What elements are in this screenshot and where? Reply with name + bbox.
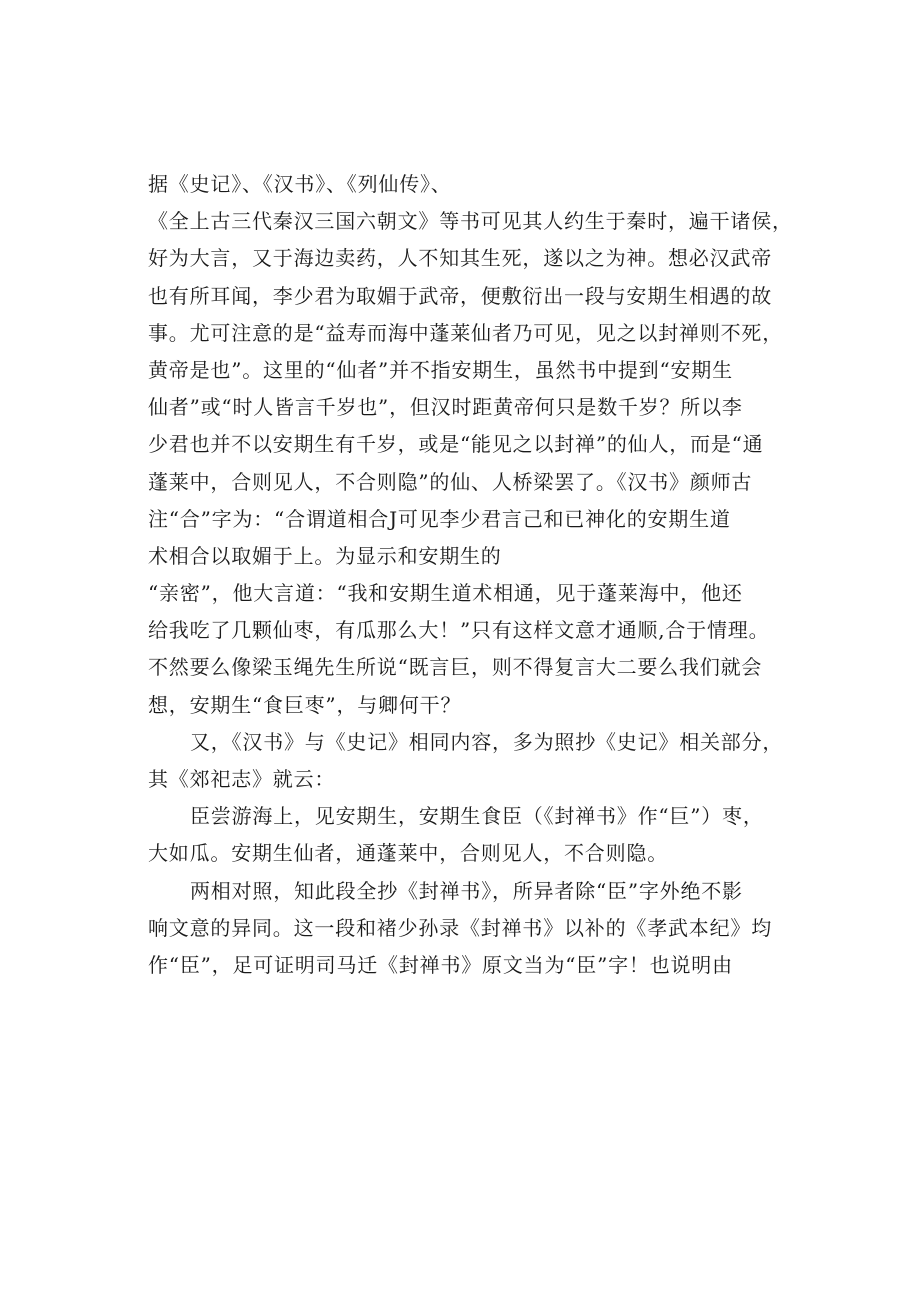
text-line: 事。尤可注意的是“益寿而海中蓬莱仙者乃可见，见之以封禅则不死， [148, 320, 784, 345]
text-line: 不然要么像梁玉绳先生所说“既言巨，则不得复言大二要么我们就会 [148, 655, 763, 680]
body-text [148, 166, 828, 984]
text-line: 仙者”或“时人皆言千岁也”，但汉时距黄帝何只是数千岁？所以李 [148, 395, 743, 420]
text-line: 又，《汉书》与《史记》相同内容，多为照抄《史记》相关部分， [190, 729, 784, 754]
text-line: 臣尝游海上，见安期生，安期生食臣（《封禅书》作“巨”）枣， [190, 804, 764, 829]
text-line: 《全上古三代秦汉三国六朝文》等书可见其人约生于秦时，遍干诸侯， [148, 209, 793, 234]
text-line: 注“合”字为：“合谓道相合J可见李少君言己和已神化的安期生道 [148, 506, 731, 531]
text-line: 其《郊祀志》就云： [148, 767, 336, 791]
text-line: 少君也并不以安期生有千岁，或是“能见之以封禅”的仙人，而是“通 [148, 432, 764, 457]
text-line: 给我吃了几颗仙枣，有瓜那么大！”只有这样文意才通顺,合于情理。 [148, 618, 770, 643]
text-line: 黄帝是也”。这里的“仙者”并不指安期生，虽然书中提到“安期生 [148, 357, 733, 382]
text-line: 据《史记》、《汉书》、《列仙传》、 [148, 172, 452, 196]
text-line: 响文意的异同。这一段和褚少孙录《封禅书》以补的《孝武本纪》均 [148, 915, 772, 940]
text-line: 好为大言，又于海边卖药，人不知其生死，遂以之为神。想必汉武帝 [148, 246, 772, 271]
text-line: 蓬莱中，合则见人，不合则隐”的仙、人桥梁罢了。《汉书》颜师古 [148, 469, 753, 494]
text-line: 作“臣”，足可证明司马迁《封禅书》原文当为“臣”字！也说明由 [148, 952, 733, 977]
text-line: 术相合以取媚于上。为显示和安期生的 [148, 543, 502, 568]
text-line: 想，安期生“食巨枣”，与卿何干？ [148, 692, 462, 717]
text-line: “亲密”，他大言道：“我和安期生道术相通，见于蓬莱海中，他还 [148, 581, 743, 606]
text-line: 大如瓜。安期生仙者，通蓬莱中，合则见人，不合则隐。 [148, 841, 668, 866]
text-line: 两相对照，知此段全抄《封禅书》，所异者除“臣”字外绝不影 [190, 878, 743, 903]
text-line: 也有所耳闻，李少君为取媚于武帝，便敷衍出一段与安期生相遇的故 [148, 283, 772, 308]
